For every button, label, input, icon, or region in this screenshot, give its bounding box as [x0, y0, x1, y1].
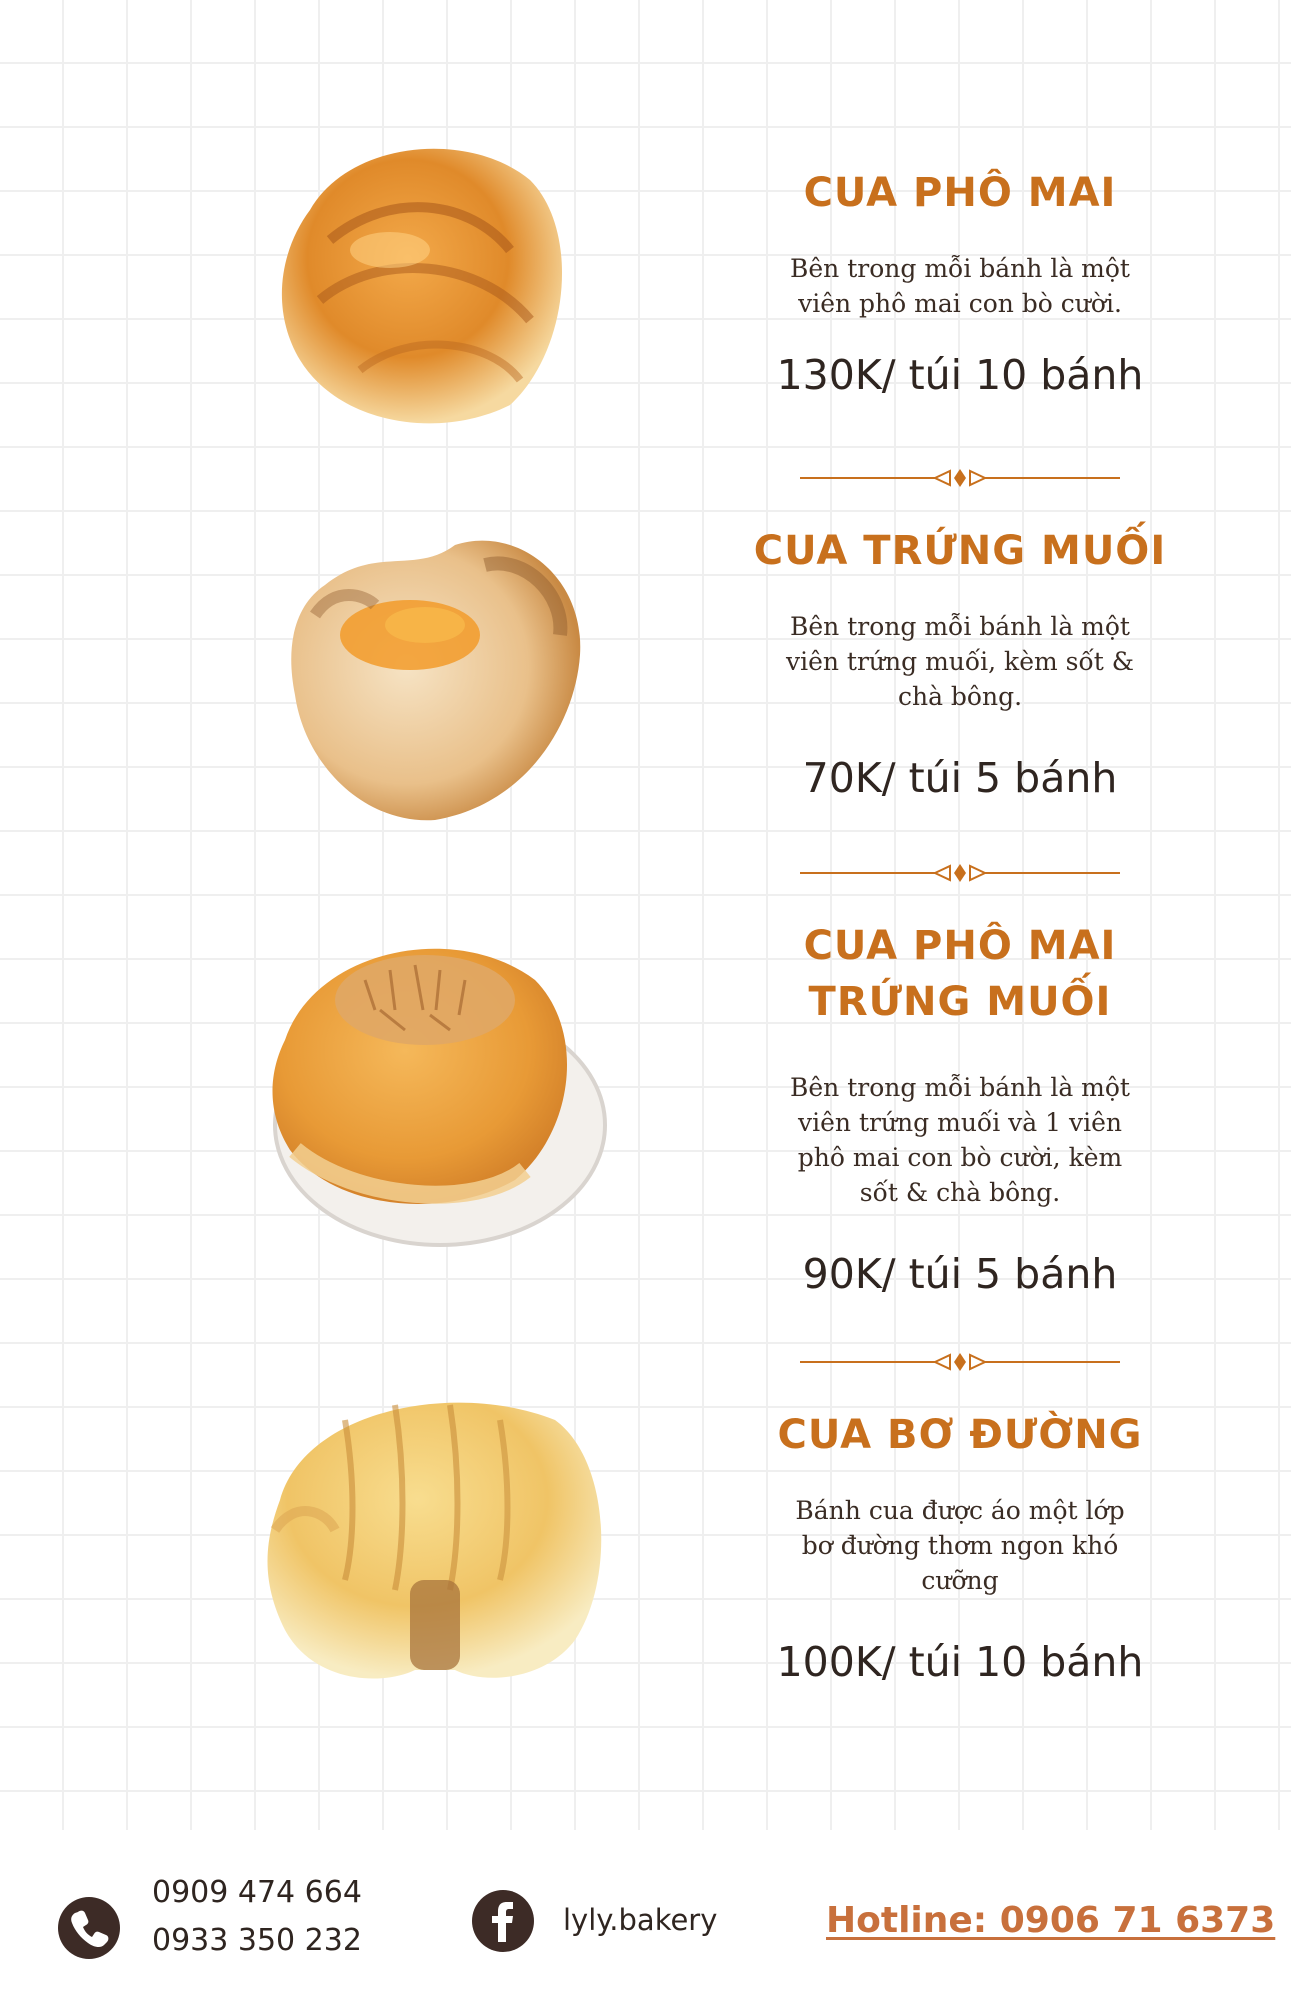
- product-butter-sugar-crab: [745, 1407, 1175, 1686]
- product-price: 130K/ túi 10 bánh: [776, 351, 1144, 399]
- product-price: 90K/ túi 5 bánh: [802, 1250, 1118, 1298]
- product-cheese-salted-egg-crab: [745, 918, 1175, 1298]
- product-cheese-crab: [745, 165, 1175, 399]
- product-title: CUA TRỨNG MUỐI: [753, 528, 1167, 574]
- contact-footer: [0, 1830, 1291, 2000]
- product-title: CUA PHÔ MAI: [803, 170, 1117, 216]
- facebook-page-name[interactable]: lyly.bakery: [563, 1903, 718, 1937]
- ornament-divider: [800, 858, 1120, 888]
- product-price: 70K/ túi 5 bánh: [802, 754, 1118, 802]
- hotline-link[interactable]: Hotline: 0906 71 6373: [826, 1900, 1276, 1941]
- cheese-salted-egg-crab-bread-image: [255, 920, 610, 1260]
- product-description: Bên trong mỗi bánh là một viên trứng muối, kèm sốt & chà bông.: [785, 612, 1135, 711]
- product-description: Bên trong mỗi bánh là một viên phô mai con bò cười.: [790, 254, 1130, 318]
- product-description: Bên trong mỗi bánh là một viên trứng muối và 1 viên phô mai con bò cười, kèm sốt & chà bông.: [790, 1073, 1130, 1207]
- product-title: CUA BƠ ĐƯỜNG: [777, 1412, 1143, 1458]
- phone-number-1[interactable]: 0909 474 664: [152, 1875, 362, 1910]
- product-price: 100K/ túi 10 bánh: [776, 1638, 1144, 1686]
- product-title-line2: TRỨNG MUỐI: [808, 979, 1112, 1025]
- phone-number-2[interactable]: 0933 350 232: [152, 1923, 362, 1958]
- ornament-divider: [800, 463, 1120, 493]
- ornament-divider: [800, 1347, 1120, 1377]
- product-salted-egg-crab: [745, 523, 1175, 802]
- product-title-line1: CUA PHÔ MAI: [803, 923, 1117, 969]
- facebook-icon: [472, 1890, 534, 1952]
- phone-icon: [58, 1897, 120, 1959]
- product-description: Bánh cua được áo một lớp bơ đường thơm ngon khó cưỡng: [795, 1496, 1125, 1595]
- butter-sugar-crab-bread-image: [255, 1380, 615, 1695]
- cheese-crab-bread-image: [270, 130, 580, 430]
- salted-egg-crab-bread-image: [285, 525, 590, 830]
